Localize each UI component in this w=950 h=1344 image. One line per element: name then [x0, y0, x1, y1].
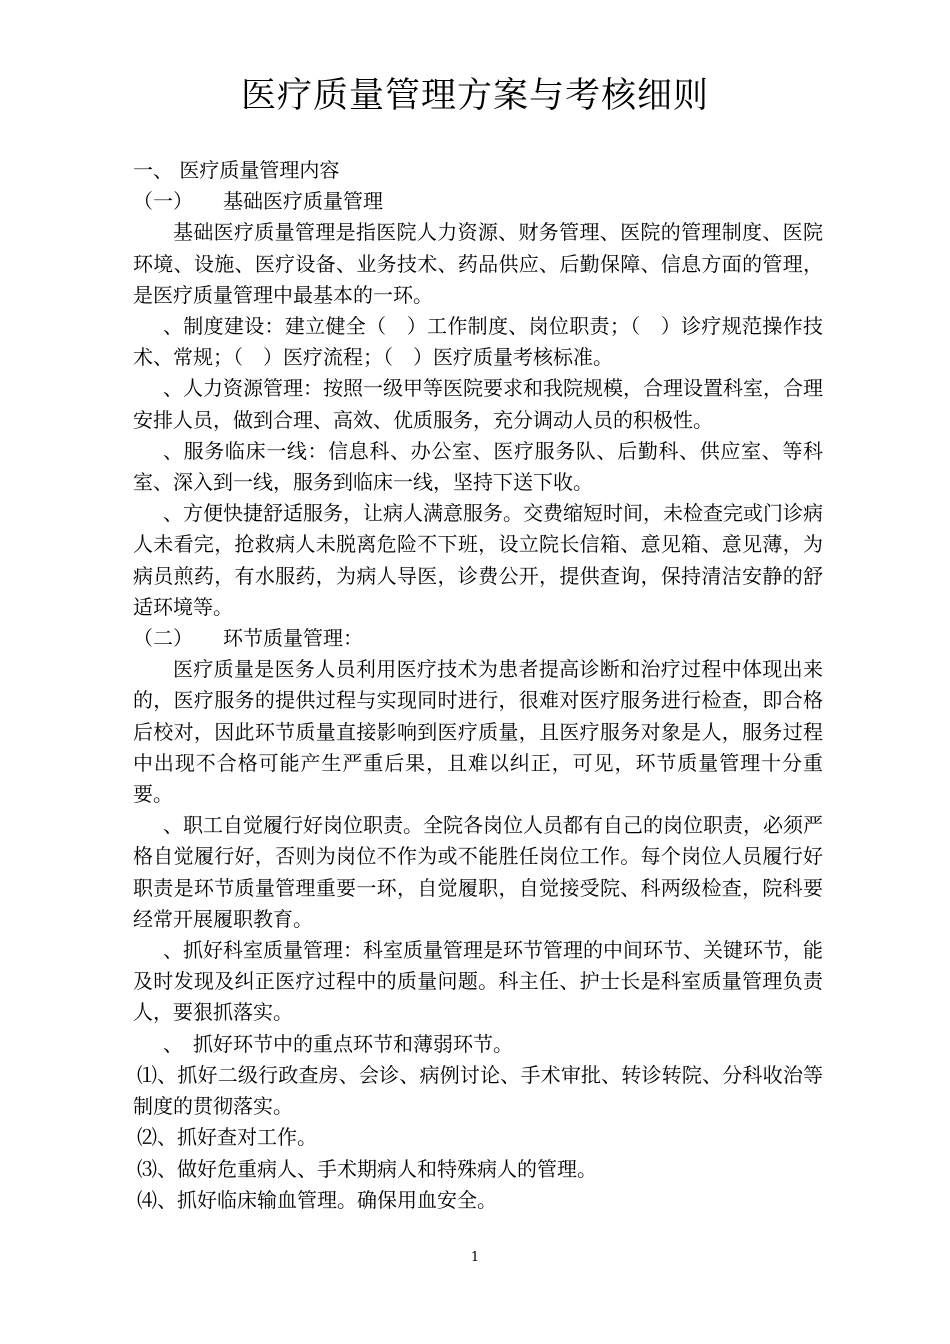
paragraph: 医疗质量是医务人员利用医疗技术为患者提高诊断和治疗过程中体现出来的，医疗服务的提供过程与实现同时进行，很难对医疗服务进行检查，即合格后校对，因此环节质量直接影响到医疗质量，且医疗服务对象是人，服务过程中出现不合格可能产生严重后果，且难以纠正，可见，环节质量管理十分重要。 [133, 657, 823, 807]
document-body [133, 155, 823, 1216]
sub-item: ⑷、抓好临床输血管理。确保用血安全。 [137, 1187, 497, 1212]
list-item: 、 抓好环节中的重点环节和薄弱环节。 [163, 1031, 513, 1056]
sub-item: ⑵、抓好查对工作。 [137, 1125, 317, 1150]
list-item: 、制度建设：建立健全（ ）工作制度、岗位职责；（ ）诊疗规范操作技术、常规；（ ）医疗流程；（ ）医疗质量考核标准。 [133, 314, 823, 370]
list-item: 、职工自觉履行好岗位职责。全院各岗位人员都有自己的岗位职责，必须严格自觉履行好，否则为岗位不作为或不能胜任岗位工作。每个岗位人员履行好职责是环节质量管理重要一环，自觉履职，自觉接受院、科两级检查，院科要经常开展履职教育。 [133, 813, 823, 931]
sub-item: ⑴、抓好二级行政查房、会诊、病例讨论、手术审批、转诊转院、分科收治等制度的贯彻落实。 [133, 1062, 823, 1119]
list-item: 、服务临床一线：信息科、办公室、医疗服务队、后勤科、供应室、等科室、深入到一线，服务到临床一线，坚持下送下收。 [133, 438, 823, 495]
document-title: 医疗质量管理方案与考核细则 [240, 76, 709, 116]
list-item: 、抓好科室质量管理：科室质量管理是环节管理的中间环节、关键环节，能及时发现及纠正医疗过程中的质量问题。科主任、护士长是科室质量管理负责人，要狠抓落实。 [133, 938, 823, 1025]
subsection-heading: （一） 基础医疗质量管理 [133, 189, 383, 214]
paragraph: 基础医疗质量管理是指医院人力资源、财务管理、医院的管理制度、医院环境、设施、医疗设备、业务技术、药品供应、后勤保障、信息方面的管理，是医疗质量管理中最基本的一环。 [133, 220, 823, 307]
section-heading: 一、 医疗质量管理内容 [133, 158, 340, 182]
list-item: 、人力资源管理：按照一级甲等医院要求和我院规模，合理设置科室，合理安排人员，做到合理、高效、优质服务，充分调动人员的积极性。 [133, 376, 823, 432]
sub-item: ⑶、做好危重病人、手术期病人和特殊病人的管理。 [137, 1156, 597, 1181]
subsection-heading: （二） 环节质量管理： [133, 626, 363, 651]
list-item: 、方便快捷舒适服务，让病人满意服务。交费缩短时间，未检查完或门诊病人未看完，抢救病人未脱离危险不下班，设立院长信箱、意见箱、意见薄，为病员煎药，有水服药，为病人导医，诊费公开，提供查询，保持清洁安静的舒适环境等。 [133, 501, 823, 619]
page-number: 1 [470, 1250, 480, 1265]
